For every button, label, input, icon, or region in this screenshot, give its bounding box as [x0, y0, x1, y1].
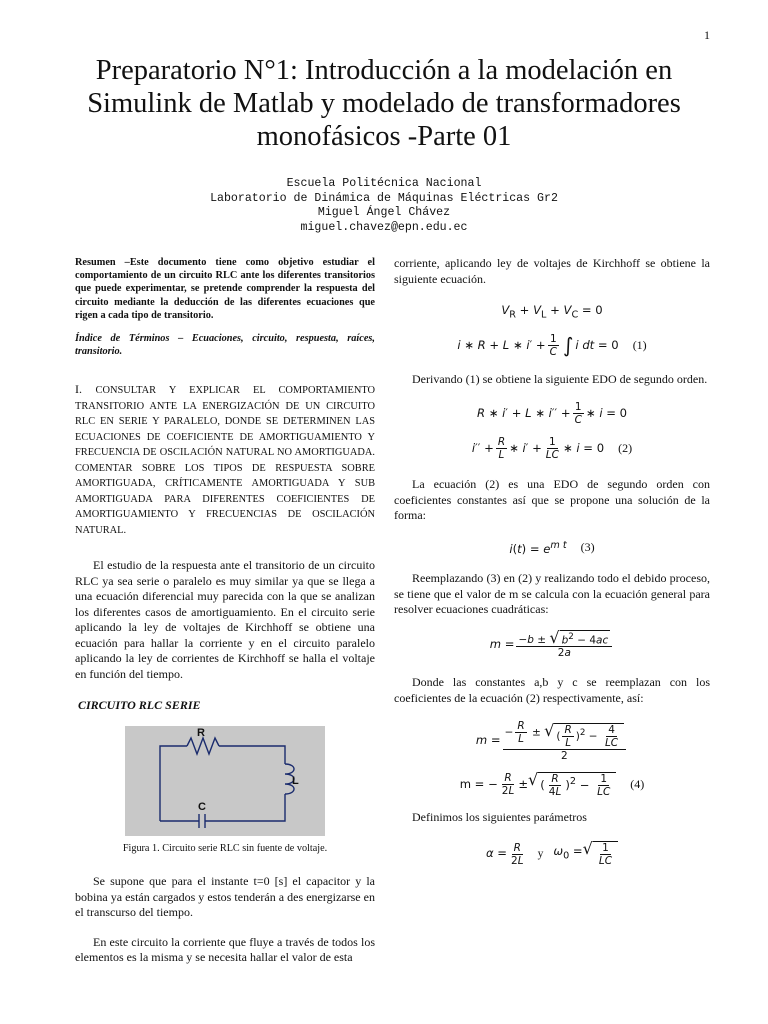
- right-column: [394, 256, 710, 877]
- equation-2-body: i′′ +: [471, 441, 494, 456]
- fraction-r-over-2l: $\frac{R}{2L}$: [501, 772, 515, 798]
- rlc-circuit-diagram: [125, 726, 325, 836]
- equation-derived: [394, 401, 710, 426]
- equation-m-substituted-lhs: m =: [475, 733, 501, 748]
- section-heading-text: CONSULTAR Y EXPLICAR EL COMPORTAMIENTO TRANSITORIO ANTE LA ENERGIZACIÓN DE UN CIRCUITO RLC EN SERIE Y PARALELO, DONDE SE DETERMINEN LAS ECUACIONES DE COEFICIENTE DE AMORTIGUAMIENTO Y FRECUENCIA DE OSCILACIÓN NATURAL NO AMORTIGUADA. COMENTAR SOBRE LOS TIPOS DE RESPUESTA SOBRE AMORTIGUADA, CRÍTICAMENTE AMORTIGUADA Y SUB AMORTIGUADA PARA DIFERENTES COEFICIENTES DE AMORTIGUAMIENTO Y FRECUENCIAS DE OSCILACIÓN NATURAL.: [75, 385, 375, 536]
- index-terms: Índice de Términos – Ecuaciones, circuito, respuesta, raíces, transitorio.: [75, 333, 375, 358]
- equation-number-4: (4): [630, 776, 645, 791]
- author-lab: Laboratorio de Dinámica de Máquinas Eléctricas Gr2: [210, 191, 558, 205]
- equation-number-3: (3): [580, 539, 595, 554]
- author-block: [60, 177, 708, 235]
- body-paragraph: corriente, aplicando ley de voltajes de Kirchhoff se obtiene la siguiente ecuación.: [394, 256, 710, 286]
- fraction-1-over-c: $\frac{1}{C}$: [574, 401, 582, 427]
- author-school: Escuela Politécnica Nacional: [286, 177, 482, 190]
- equation-4-lhs: m = −: [459, 776, 498, 791]
- equation-derived-tail: ∗ i = 0: [585, 406, 628, 421]
- equation-kvl: [394, 303, 710, 323]
- body-paragraph: El estudio de la respuesta ante el transitorio de un circuito RLC ya sea serie o paralelo es muy similar ya que se llega a una ecuación diferencial muy parecida con la que se analizan los diferentes casos de amortiguamiento. En el circuito serie aplicando la ley de voltajes de Kirchhoff se obtiene una ecuación para hallar la corriente y en el circuito paralelo aplicando la ley de corrientes de Kirchhoff se halla el voltaje en función del tiempo.: [75, 558, 375, 681]
- rlc-circuit-figure: [125, 726, 325, 836]
- section-number: I.: [75, 382, 96, 397]
- body-paragraph: Donde las constantes a,b y c se reemplazan con los coeficientes de la ecuación (2) respectivamente, así:: [394, 675, 710, 705]
- equation-m-substituted: [394, 720, 710, 762]
- equation-kvl-body: $V_R + V_L + V_C = 0$: [501, 303, 603, 321]
- equation-parameters: [394, 841, 710, 867]
- fraction-r-over-l: $\frac{R}{L}$: [497, 436, 506, 462]
- label-l: L: [292, 774, 299, 787]
- equation-number-2: (2): [618, 441, 633, 456]
- label-r: R: [197, 726, 205, 739]
- section-heading: [75, 382, 375, 538]
- integral-sign: ∫: [562, 332, 574, 357]
- author-name: Miguel Ángel Chávez: [317, 206, 451, 219]
- equation-derived-body: R ∗ i′ + L ∗ i′′ +: [476, 406, 571, 421]
- integrand: i dt = 0: [575, 337, 619, 352]
- equation-1: [394, 333, 710, 358]
- body-paragraph: Definimos los siguientes parámetros: [412, 809, 587, 824]
- body-paragraph: La ecuación (2) es una EDO de segundo orden con coeficientes constantes así que se propone una solución de la forma:: [394, 477, 710, 523]
- body-paragraph: Reemplazando (3) en (2) y realizando todo el debido proceso, se tiene que el valor de m se calcula con la ecuación general para resolver ecuaciones cuadráticas:: [394, 571, 710, 617]
- quadratic-fraction: −b ± √ $b^2 - 4ac$ 2a: [516, 630, 612, 660]
- equation-quadratic-lhs: m =: [489, 636, 515, 651]
- equation-quadratic: [394, 627, 710, 660]
- abstract: Resumen –Este documento tiene como objetivo estudiar el comportamiento de un circuito RLC ante los diferentes transitorios que puede experimentar, se pretende comprender la respuesta del circuito mediante la deducción de las diferentes ecuaciones que rigen a cada tipo de transitorio.: [75, 257, 375, 321]
- fraction-1-over-lc: $\frac{1}{LC}$: [545, 436, 559, 462]
- label-c: C: [198, 800, 206, 813]
- left-column: [75, 256, 375, 966]
- equation-3-body: $i(t) = e^{m t}$: [509, 539, 567, 556]
- equation-number-1: (1): [632, 337, 647, 352]
- author-email[interactable]: miguel.chavez@epn.edu.ec: [300, 220, 468, 234]
- body-paragraph: En este circuito la corriente que fluye a través de todos los elementos es la misma y se necesita hallar el valor de esta: [75, 934, 375, 965]
- body-paragraph: Se supone que para el instante t=0 [s] el capacitor y la bobina ya están cargados y estos tenderán a des energizarse en el transcurso del tiempo.: [75, 874, 375, 920]
- page-number: 1: [704, 28, 710, 42]
- fraction-1-over-c: $\frac{1}{C}$: [549, 332, 557, 358]
- subheading-rlc-serie: CIRCUITO RLC SERIE: [78, 698, 201, 713]
- equation-2-mid: ∗ i′ +: [509, 441, 542, 456]
- equation-1-body: i ∗ R + L ∗ i′ +: [457, 337, 546, 352]
- body-paragraph: Derivando (1) se obtiene la siguiente EDO de segundo orden.: [412, 371, 708, 386]
- figure-caption: Figura 1. Circuito serie RLC sin fuente de voltaje.: [122, 842, 328, 854]
- omega-lhs: $\omega_0$ =: [553, 844, 583, 862]
- equation-4: [394, 769, 710, 798]
- paper-title: Preparatorio N°1: Introducción a la modelación en Simulink de Matlab y modelado de transformadores monofásicos -Parte 01: [87, 55, 681, 152]
- equation-2: [394, 436, 710, 461]
- alpha-lhs: α =: [485, 846, 508, 861]
- m-substituted-fraction: − $\frac{R}{L}$ ± √ ( $\frac{R}{L}$ )$^2$ − $\frac{4}{LC}$ 2: [503, 720, 627, 762]
- equation-4-pm: ±: [518, 776, 529, 791]
- equation-2-tail: ∗ i = 0: [562, 441, 605, 456]
- sqrt-term: √ ( $\frac{R}{4L}$ )$^2$ − $\frac{1}{LC}$: [528, 772, 616, 798]
- equation-3: [394, 538, 710, 557]
- conjunction-y: y: [537, 847, 544, 861]
- fraction-r-over-2l: $\frac{R}{2L}$: [511, 841, 524, 867]
- sqrt-1-over-lc: √ $\frac{1}{LC}$: [583, 841, 618, 867]
